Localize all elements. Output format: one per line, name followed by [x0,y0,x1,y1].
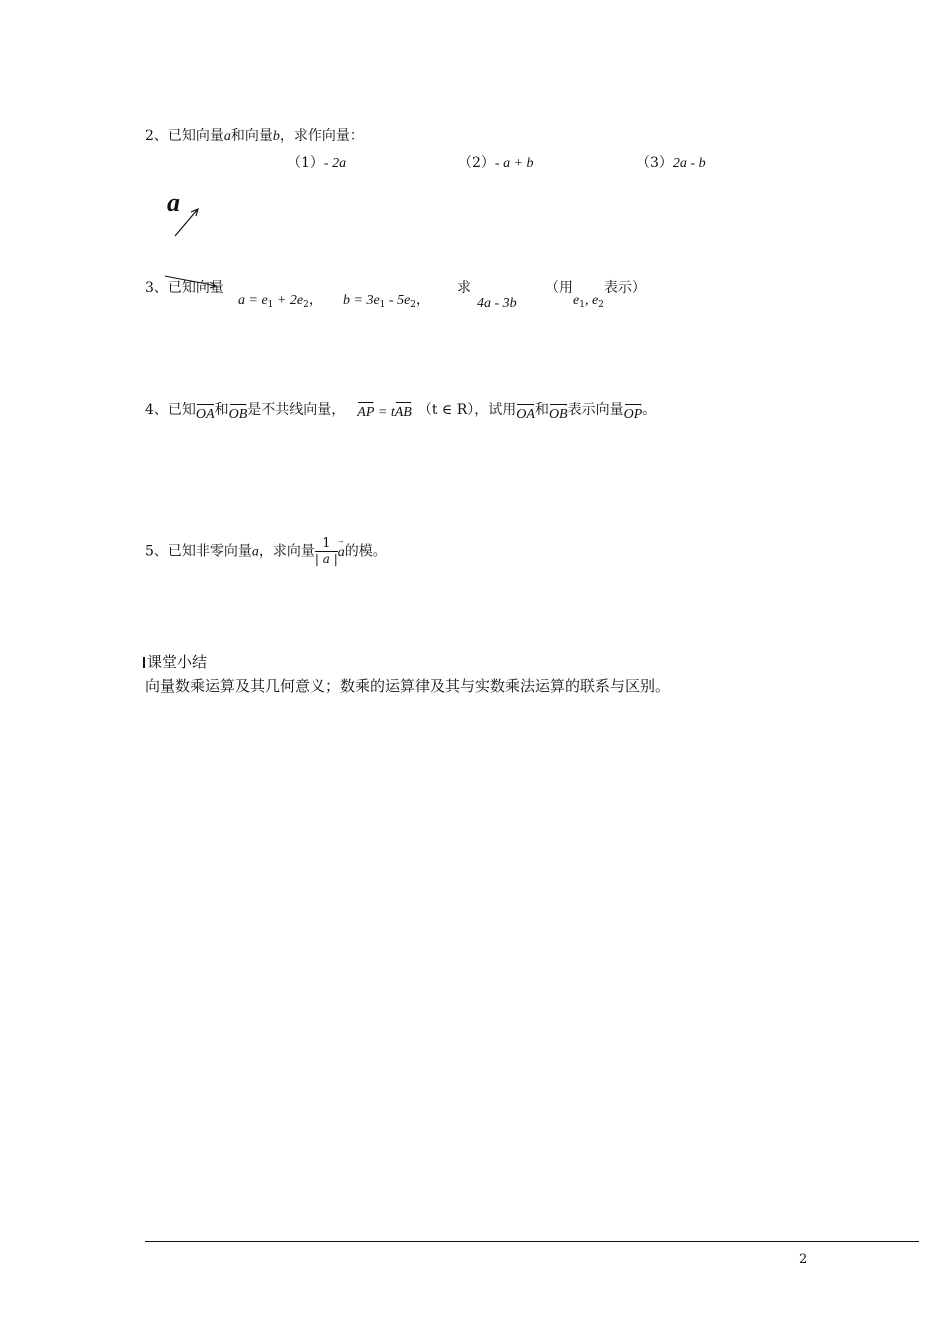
q3-plus: + 2e [273,293,304,308]
q2-part-3 [636,154,706,173]
q2-var-b: b [272,129,280,144]
q2-part-3-label: （3） [636,155,673,171]
q3-sub-1: 1 [267,300,274,310]
summary-heading [143,651,207,672]
q4-mid: 是不共线向量， [247,402,346,418]
summary-title: 课堂小结 [147,653,208,671]
q4-and: 和 [214,402,229,418]
vector-AB: AB → [394,397,413,420]
q3-target-expr: 4a - 3b [477,296,517,311]
q2-part-2-expr: - a + b [494,156,534,171]
q3-comma: ， [308,292,323,308]
vector-AP: AP → [357,397,376,420]
q2-part-2 [458,154,534,173]
q2-suffix: ，求作向量： [279,128,364,144]
q5-tail: 的模。 [344,543,387,560]
q5-mid: ，求向量 [258,543,315,560]
q3-hint-sub-2: 2 [598,300,604,310]
q3-b-sub-2: 2 [410,300,417,310]
q2-and: 和向量 [230,128,273,144]
vector-OA-2-text: OA [516,407,535,422]
q4-end: 。 [642,402,657,418]
footer-rule [145,1241,919,1242]
vector-AP-text: AP [357,405,375,420]
q5-frac-den: | a | [314,552,338,566]
q3-expr-a-main: a = e [238,293,268,308]
q3-b-sub-1: 1 [379,300,386,310]
q3-minus: - 5e [385,293,411,308]
q2-part-1-label: （1） [287,155,324,171]
q5-vector-a-text: a [337,544,345,560]
q2-part-3-expr: 2a - b [672,156,706,171]
vector-OA-2: OA → [516,399,536,422]
vector-a-arrow-icon [167,204,207,240]
q3-sub-2: 2 [303,300,309,310]
q3-hint-prefix: （用 [545,280,573,296]
question-2-stem [145,127,364,146]
q2-prefix: 2、已知向量 [145,128,224,144]
vector-AB-text: AB [394,405,412,420]
vector-a-label: a [167,188,180,217]
q3-prefix: 3、已知向量 [145,280,224,296]
vector-a-figure [167,190,207,240]
vector-OB-2-text: OB [548,407,568,422]
strike-arrow-icon [163,272,219,290]
q3-hint-suffix: 表示） [603,280,646,296]
vector-OA-text: OA [195,407,215,422]
q3-ask: 求 [457,280,471,296]
q3-expr-b [343,289,430,310]
question-4-stem [145,397,657,422]
vector-OB-text: OB [228,407,248,422]
q3-hint [545,279,646,310]
q5-fraction [315,537,338,566]
summary-marker [143,657,145,668]
q2-part-1 [287,154,346,173]
q4-eq: = t [374,405,395,420]
question-5-stem [145,537,387,566]
vector-OB: OB → [228,399,249,422]
q3-hint-e: e [573,293,580,308]
q4-and-2: 和 [534,402,549,418]
vector-OB-2: OB → [548,399,569,422]
q3-expr-a [238,289,323,310]
q3-hint-sub-1: 1 [579,300,585,310]
vector-OA: OA → [195,399,216,422]
q3-comma-2: ， [416,292,431,308]
q5-vector-a: a → [336,535,345,560]
vector-OP-text: OP [623,407,643,422]
q4-condition: （t ∈ R），试用 [417,402,517,418]
summary-body: 向量数乘运算及其几何意义；数乘的运算律及其与实数乘法运算的联系与区别。 [145,677,671,695]
page-number: 2 [799,1252,808,1267]
q3-target [477,292,517,312]
q5-var-a: a [251,544,259,560]
q2-part-1-expr: - 2a [323,156,347,171]
vector-OP: OP → [623,399,644,422]
q5-prefix: 5、已知非零向量 [145,543,252,560]
q3-hint-sep: , e [584,293,599,308]
q4-tail: 表示向量 [567,402,624,418]
q5-frac-num: 1 [315,537,338,552]
q3-expr-b-main: b = 3e [343,293,380,308]
q2-part-2-label: （2） [458,155,495,171]
q4-prefix: 4、已知 [145,402,196,418]
q2-var-a: a [223,129,231,144]
